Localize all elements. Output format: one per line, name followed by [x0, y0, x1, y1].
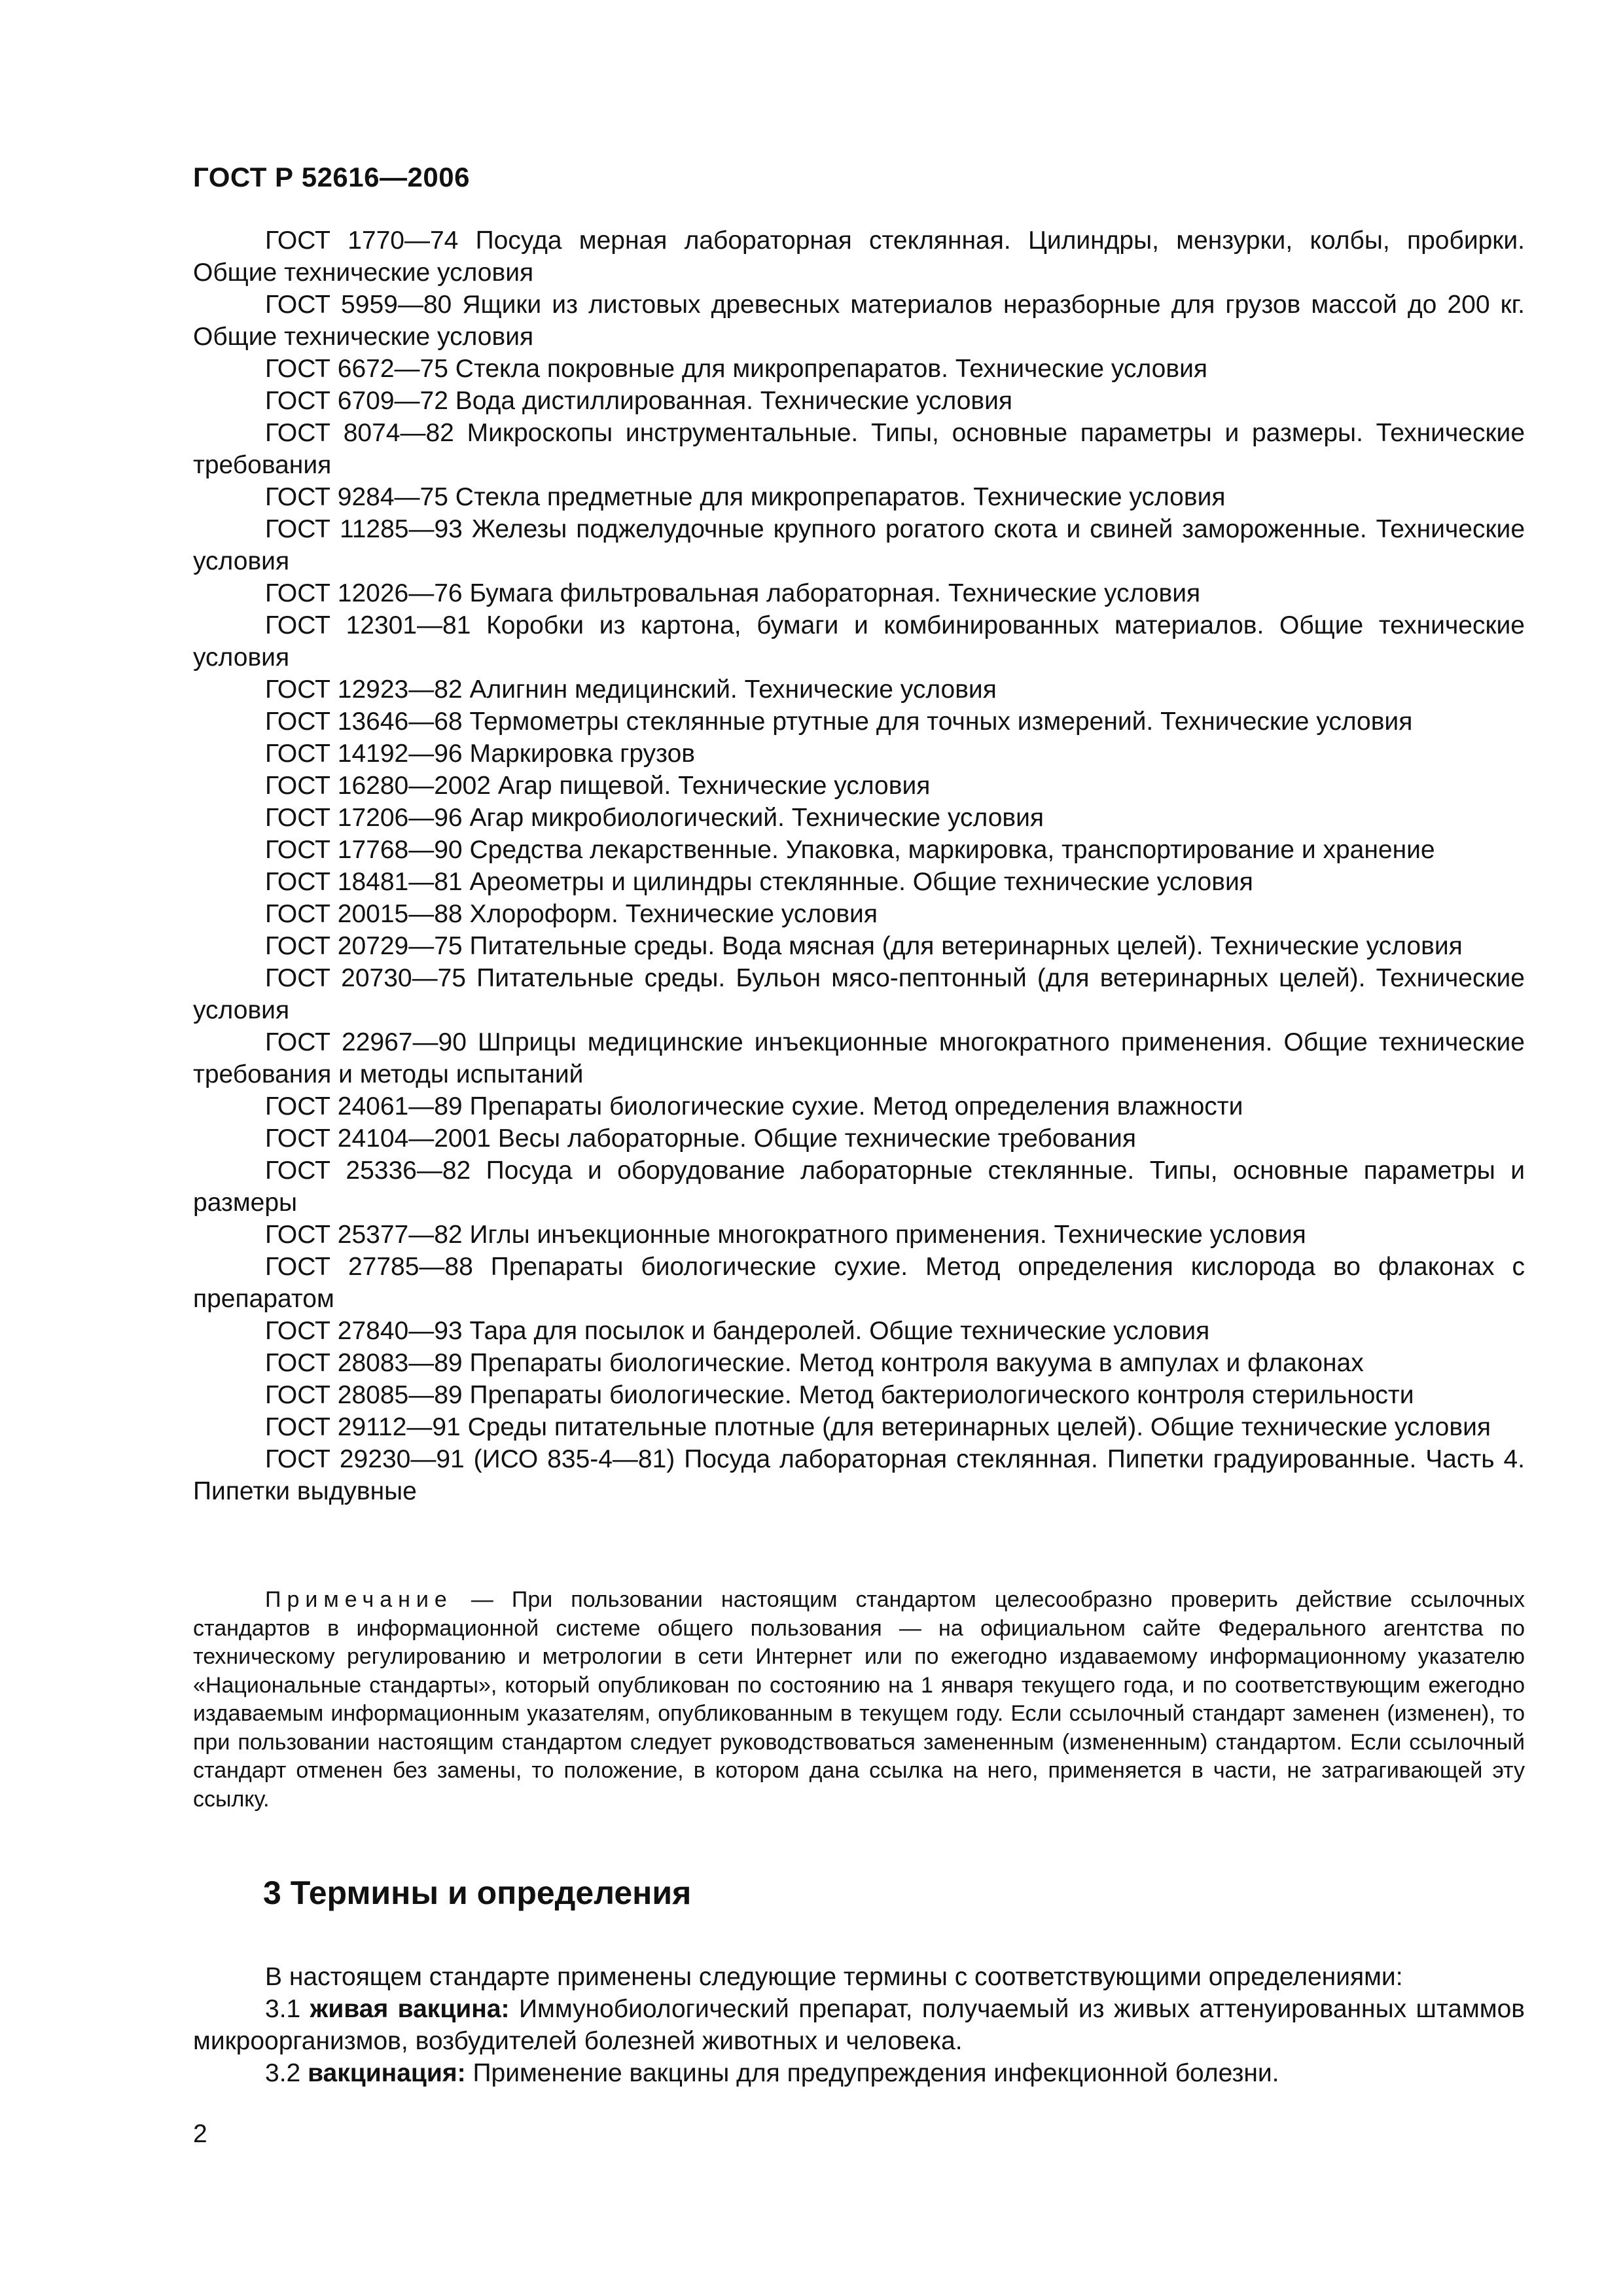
note-text: При пользовании настоящим стандартом целесообразно проверить действие ссылочных стандартов в информационной системе общего пользования — на официальном сайте Федерального агентства по техническому регулированию и метрологии в сети Интернет или по ежегодно издаваемому информационному указателю «Национальные стандарты», который опубликован по состоянию на 1 января текущего года, и по соответствующим ежегодно издаваемым информационным указателям, опубликованным в текущем году. Если ссылочный стандарт заменен (изменен), то при пользовании настоящим стандартом следует руководствоваться замененным (измененным) стандартом. Если ссылочный стандарт отменен без замены, то положение, в котором дана ссылка на него, применяется в части, не затрагивающей эту ссылку. — [193, 1587, 1525, 1812]
reference-item — [193, 513, 1525, 577]
reference-item — [193, 385, 1525, 417]
reference-title: Вода дистиллированная. Технические условия — [455, 387, 1013, 415]
reference-code: ГОСТ 25377—82 — [265, 1221, 463, 1249]
reference-title: Ареометры и цилиндры стеклянные. Общие технические условия — [469, 868, 1253, 896]
reference-item — [193, 577, 1525, 609]
reference-item — [193, 834, 1525, 866]
reference-item — [193, 224, 1525, 289]
reference-item — [193, 802, 1525, 834]
reference-title: Иглы инъекционные многократного применения. Технические условия — [469, 1221, 1306, 1249]
reference-item — [193, 962, 1525, 1026]
reference-code: ГОСТ 28083—89 — [265, 1349, 463, 1377]
reference-code: ГОСТ 17768—90 — [265, 836, 463, 864]
reference-item — [193, 1315, 1525, 1347]
note-dash: — — [452, 1587, 512, 1612]
section-title: 3 Термины и определения — [263, 1874, 692, 1911]
reference-code: ГОСТ 25336—82 — [265, 1157, 471, 1185]
reference-code: ГОСТ 6672—75 — [265, 355, 448, 383]
term-number: 3.1 — [265, 1995, 301, 2023]
term-definition: Иммунобиологический препарат, получаемый из живых аттенуированных штаммов микроорганизмов, возбудителей болезней животных и человека. — [193, 1995, 1525, 2055]
reference-code: ГОСТ 20730—75 — [265, 964, 466, 992]
reference-code: ГОСТ 20729—75 — [265, 932, 463, 960]
reference-title: Агар пищевой. Технические условия — [497, 772, 931, 800]
reference-code: ГОСТ 12026—76 — [265, 579, 463, 607]
reference-item — [193, 1155, 1525, 1219]
terms-intro: В настоящем стандарте применены следующие термины с соответствующими определениями: — [265, 1963, 1403, 1991]
reference-title: Средства лекарственные. Упаковка, маркировка, транспортирование и хранение — [469, 836, 1435, 864]
reference-code: ГОСТ 29112—91 — [265, 1413, 461, 1441]
reference-title: Алигнин медицинский. Технические условия — [469, 675, 997, 704]
reference-item — [193, 738, 1525, 770]
reference-item — [193, 673, 1525, 706]
reference-title: Препараты биологические. Метод контроля вакуума в ампулах и флаконах — [469, 1349, 1364, 1377]
term-item — [193, 2057, 1525, 2089]
term-name: вакцинация: — [308, 2059, 466, 2087]
reference-code: ГОСТ 5959—80 — [265, 291, 452, 319]
reference-item — [193, 1443, 1525, 1507]
reference-title: Стекла предметные для микропрепаратов. Технические условия — [455, 483, 1226, 511]
reference-item — [193, 1347, 1525, 1379]
reference-item — [193, 930, 1525, 962]
reference-title: Микроскопы инструментальные. Типы, основные параметры и размеры. Технические требования — [193, 419, 1525, 479]
reference-code: ГОСТ 13646—68 — [265, 708, 463, 736]
document-header: ГОСТ Р 52616—2006 — [193, 162, 470, 192]
reference-code: ГОСТ 1770—74 — [265, 226, 459, 255]
reference-code: ГОСТ 22967—90 — [265, 1028, 467, 1056]
reference-code: ГОСТ 14192—96 — [265, 740, 463, 768]
reference-code: ГОСТ 27785—88 — [265, 1253, 473, 1281]
reference-title: Посуда мерная лабораторная стеклянная. Цилиндры, мензурки, колбы, пробирки. Общие технические условия — [193, 226, 1525, 287]
reference-title: Маркировка грузов — [469, 740, 695, 768]
reference-title: Термометры стеклянные ртутные для точных измерений. Технические условия — [469, 708, 1413, 736]
reference-title: Весы лабораторные. Общие технические требования — [497, 1124, 1136, 1153]
reference-item — [193, 1122, 1525, 1155]
reference-item — [193, 417, 1525, 481]
reference-title: Хлороформ. Технические условия — [469, 900, 878, 928]
reference-code: ГОСТ 12301—81 — [265, 611, 471, 639]
reference-title: Посуда и оборудование лабораторные стеклянные. Типы, основные параметры и размеры — [193, 1157, 1525, 1217]
page-number: 2 — [193, 2120, 207, 2148]
reference-item — [193, 866, 1525, 898]
reference-title: Стекла покровные для микропрепаратов. Технические условия — [455, 355, 1207, 383]
term-item — [193, 1993, 1525, 2057]
reference-title: Ящики из листовых древесных материалов неразборные для грузов массой до 200 кг. Общие технические условия — [193, 291, 1525, 351]
reference-item — [193, 481, 1525, 513]
reference-title: Питательные среды. Бульон мясо-пептонный (для ветеринарных целей). Технические условия — [193, 964, 1525, 1024]
reference-code: ГОСТ 24061—89 — [265, 1092, 463, 1121]
reference-title: Бумага фильтровальная лабораторная. Технические условия — [469, 579, 1201, 607]
term-name: живая вакцина: — [310, 1995, 510, 2023]
reference-title: Препараты биологические сухие. Метод определения кислорода во флаконах с препаратом — [193, 1253, 1525, 1313]
reference-item — [193, 706, 1525, 738]
reference-item — [193, 1379, 1525, 1411]
terms-section — [193, 1961, 1525, 2089]
reference-title: Агар микробиологический. Технические условия — [469, 804, 1044, 832]
reference-item — [193, 353, 1525, 385]
reference-item — [193, 609, 1525, 673]
reference-title: Питательные среды. Вода мясная (для ветеринарных целей). Технические условия — [469, 932, 1463, 960]
reference-item — [193, 1090, 1525, 1122]
note-paragraph — [193, 1586, 1525, 1814]
reference-title: Среды питательные плотные (для ветеринарных целей). Общие технические условия — [467, 1413, 1491, 1441]
reference-title: Железы поджелудочные крупного рогатого скота и свиней замороженные. Технические условия — [193, 515, 1525, 575]
reference-code: ГОСТ 16280—2002 — [265, 772, 491, 800]
normative-references-list — [193, 224, 1525, 1507]
reference-title: Посуда лабораторная стеклянная. Пипетки градуированные. Часть 4. Пипетки выдувные — [193, 1445, 1525, 1505]
reference-title: Препараты биологические сухие. Метод определения влажности — [469, 1092, 1243, 1121]
reference-item — [193, 1251, 1525, 1315]
reference-title: Препараты биологические. Метод бактериологического контроля стерильности — [469, 1381, 1414, 1409]
reference-item — [193, 770, 1525, 802]
reference-code: ГОСТ 29230—91 (ИСО 835-4—81) — [265, 1445, 675, 1473]
reference-item — [193, 1026, 1525, 1090]
term-number: 3.2 — [265, 2059, 301, 2087]
reference-item — [193, 898, 1525, 930]
reference-code: ГОСТ 9284—75 — [265, 483, 448, 511]
reference-code: ГОСТ 24104—2001 — [265, 1124, 491, 1153]
reference-code: ГОСТ 20015—88 — [265, 900, 463, 928]
note-label: Примечание — [265, 1587, 453, 1612]
reference-title: Тара для посылок и бандеролей. Общие технические условия — [469, 1317, 1210, 1345]
reference-code: ГОСТ 27840—93 — [265, 1317, 463, 1345]
reference-code: ГОСТ 12923—82 — [265, 675, 463, 704]
reference-code: ГОСТ 8074—82 — [265, 419, 454, 447]
reference-code: ГОСТ 11285—93 — [265, 515, 463, 543]
reference-code: ГОСТ 18481—81 — [265, 868, 463, 896]
reference-title: Шприцы медицинские инъекционные многократного применения. Общие технические требования и методы испытаний — [193, 1028, 1525, 1088]
reference-title: Коробки из картона, бумаги и комбинированных материалов. Общие технические условия — [193, 611, 1525, 672]
reference-code: ГОСТ 17206—96 — [265, 804, 463, 832]
term-definition: Применение вакцины для предупреждения инфекционной болезни. — [473, 2059, 1279, 2087]
reference-code: ГОСТ 28085—89 — [265, 1381, 463, 1409]
reference-item — [193, 1219, 1525, 1251]
reference-code: ГОСТ 6709—72 — [265, 387, 448, 415]
reference-item — [193, 1411, 1525, 1443]
reference-item — [193, 289, 1525, 353]
